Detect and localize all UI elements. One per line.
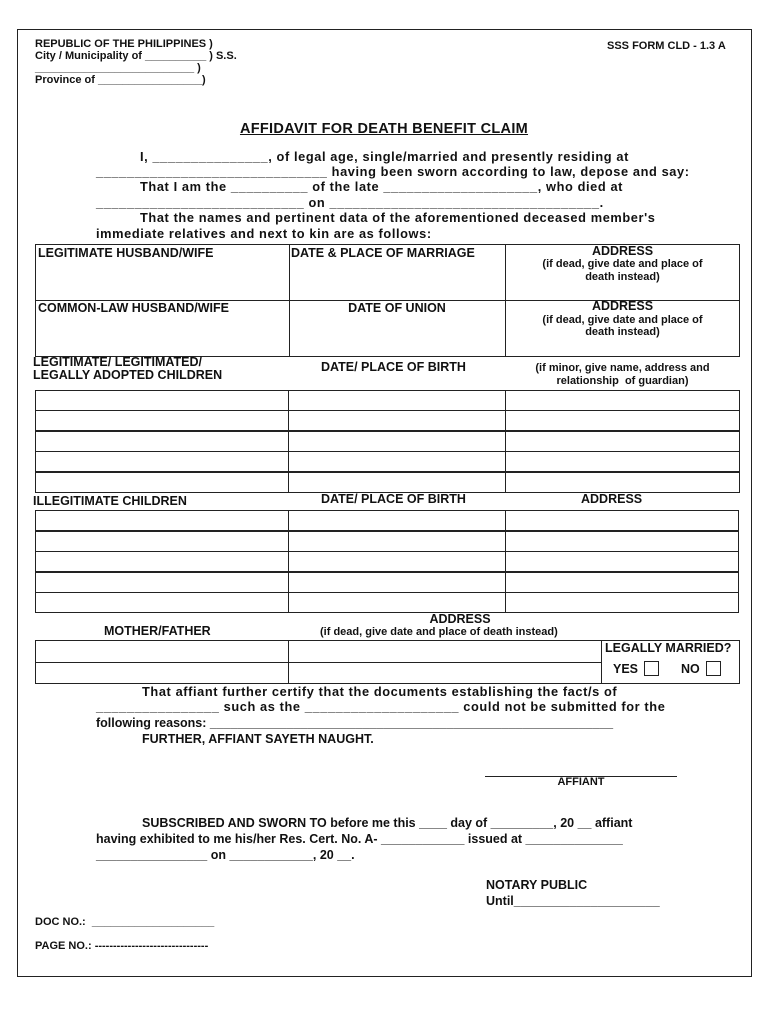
certify-line-3: following reasons: __________________________________________________________ [96, 716, 614, 730]
address-label: ADDRESS [591, 244, 654, 258]
illegit-label: ILLEGITIMATE CHILDREN [33, 494, 187, 508]
table-row [35, 551, 739, 552]
table-row [35, 530, 739, 532]
certify-line-2: ________________ such as the ____________________ could not be submitted for the [96, 699, 666, 714]
birth-label: DATE/ PLACE OF BIRTH [321, 360, 466, 374]
divider [288, 510, 289, 613]
table-row [35, 430, 740, 432]
form-code: SSS FORM CLD - 1.3 A [607, 40, 726, 52]
body-line-2: ______________________________ having been sworn according to law, depose and say: [96, 164, 690, 179]
address-note: (if dead, give date and place of [542, 258, 703, 270]
divider [505, 390, 506, 493]
divider [288, 390, 289, 493]
page-no: PAGE NO.: ------------------------------- [35, 940, 209, 952]
address-label: ADDRESS [591, 299, 654, 313]
children-table [35, 390, 740, 493]
guardian-note: (if minor, give name, address and [535, 362, 710, 374]
no-label: NO [681, 662, 700, 676]
no-option[interactable] [681, 661, 721, 676]
yes-checkbox[interactable] [644, 661, 659, 676]
address-note: (if dead, give date and place of [542, 314, 703, 326]
divider [601, 640, 602, 684]
children-label: LEGITIMATE/ LEGITIMATED/ [33, 355, 202, 369]
parents-address-note: (if dead, give date and place of death instead) [320, 626, 558, 638]
page-title: AFFIDAVIT FOR DEATH BENEFIT CLAIM [239, 121, 529, 137]
guardian-note: relationship of guardian) [556, 375, 689, 387]
notary-label: NOTARY PUBLIC [486, 878, 588, 892]
province-line: Province of _________________) [35, 74, 206, 86]
address-label: ADDRESS [429, 612, 491, 626]
sworn-line-1: SUBSCRIBED AND SWORN TO before me this ____ day of _________, 20 __ affiant [142, 816, 633, 830]
parents-label: MOTHER/FATHER [104, 624, 211, 638]
body-line-4: ___________________________ on ___________________________________. [96, 195, 604, 210]
blank-line: __________________________ ) [35, 62, 201, 74]
divider [505, 510, 506, 613]
city-line: City / Municipality of __________ ) S.S. [35, 50, 237, 62]
birth-label: DATE/ PLACE OF BIRTH [321, 492, 466, 506]
republic-line: REPUBLIC OF THE PHILIPPINES ) [35, 38, 213, 50]
certify-line-1: That affiant further certify that the documents establishing the fact/s of [142, 684, 618, 699]
body-line-1: I, _______________, of legal age, single/married and presently residing at [140, 149, 629, 164]
legit-spouse-label: LEGITIMATE HUSBAND/WIFE [38, 246, 214, 260]
divider [289, 244, 290, 357]
affiant-label: AFFIANT [557, 776, 605, 788]
body-line-5: That the names and pertinent data of the aforementioned deceased member's [140, 210, 656, 225]
address-note: death instead) [585, 271, 660, 283]
children-label: LEGALLY ADOPTED CHILDREN [33, 368, 223, 382]
yes-label: YES [613, 662, 639, 676]
address-label: ADDRESS [581, 492, 643, 506]
common-law-label: COMMON-LAW HUSBAND/WIFE [38, 301, 229, 315]
sworn-line-3: ________________ on ____________, 20 __. [96, 848, 355, 862]
yes-option[interactable] [613, 661, 659, 676]
no-checkbox[interactable] [706, 661, 721, 676]
notary-until: Until_____________________ [486, 894, 660, 908]
table-row [35, 662, 601, 663]
table-row [35, 592, 739, 593]
married-label: LEGALLY MARRIED? [605, 641, 732, 655]
sworn-line-2: having exhibited to me his/her Res. Cert. No. A- ____________ issued at ______________ [96, 832, 623, 846]
doc-no: DOC NO.: ____________________ [35, 916, 215, 928]
body-line-6: immediate relatives and next to kin are as follows: [96, 226, 432, 241]
table-row [35, 410, 740, 411]
sayeth-naught: FURTHER, AFFIANT SAYETH NAUGHT. [142, 732, 374, 746]
marriage-label: DATE & PLACE OF MARRIAGE [291, 246, 475, 260]
union-label: DATE OF UNION [348, 301, 446, 315]
address-note: death instead) [585, 326, 660, 338]
table-row [35, 571, 739, 573]
illegit-table [35, 510, 739, 613]
table-row [35, 471, 740, 473]
body-line-3: That I am the __________ of the late ____________________, who died at [140, 179, 624, 194]
table-row [35, 451, 740, 452]
